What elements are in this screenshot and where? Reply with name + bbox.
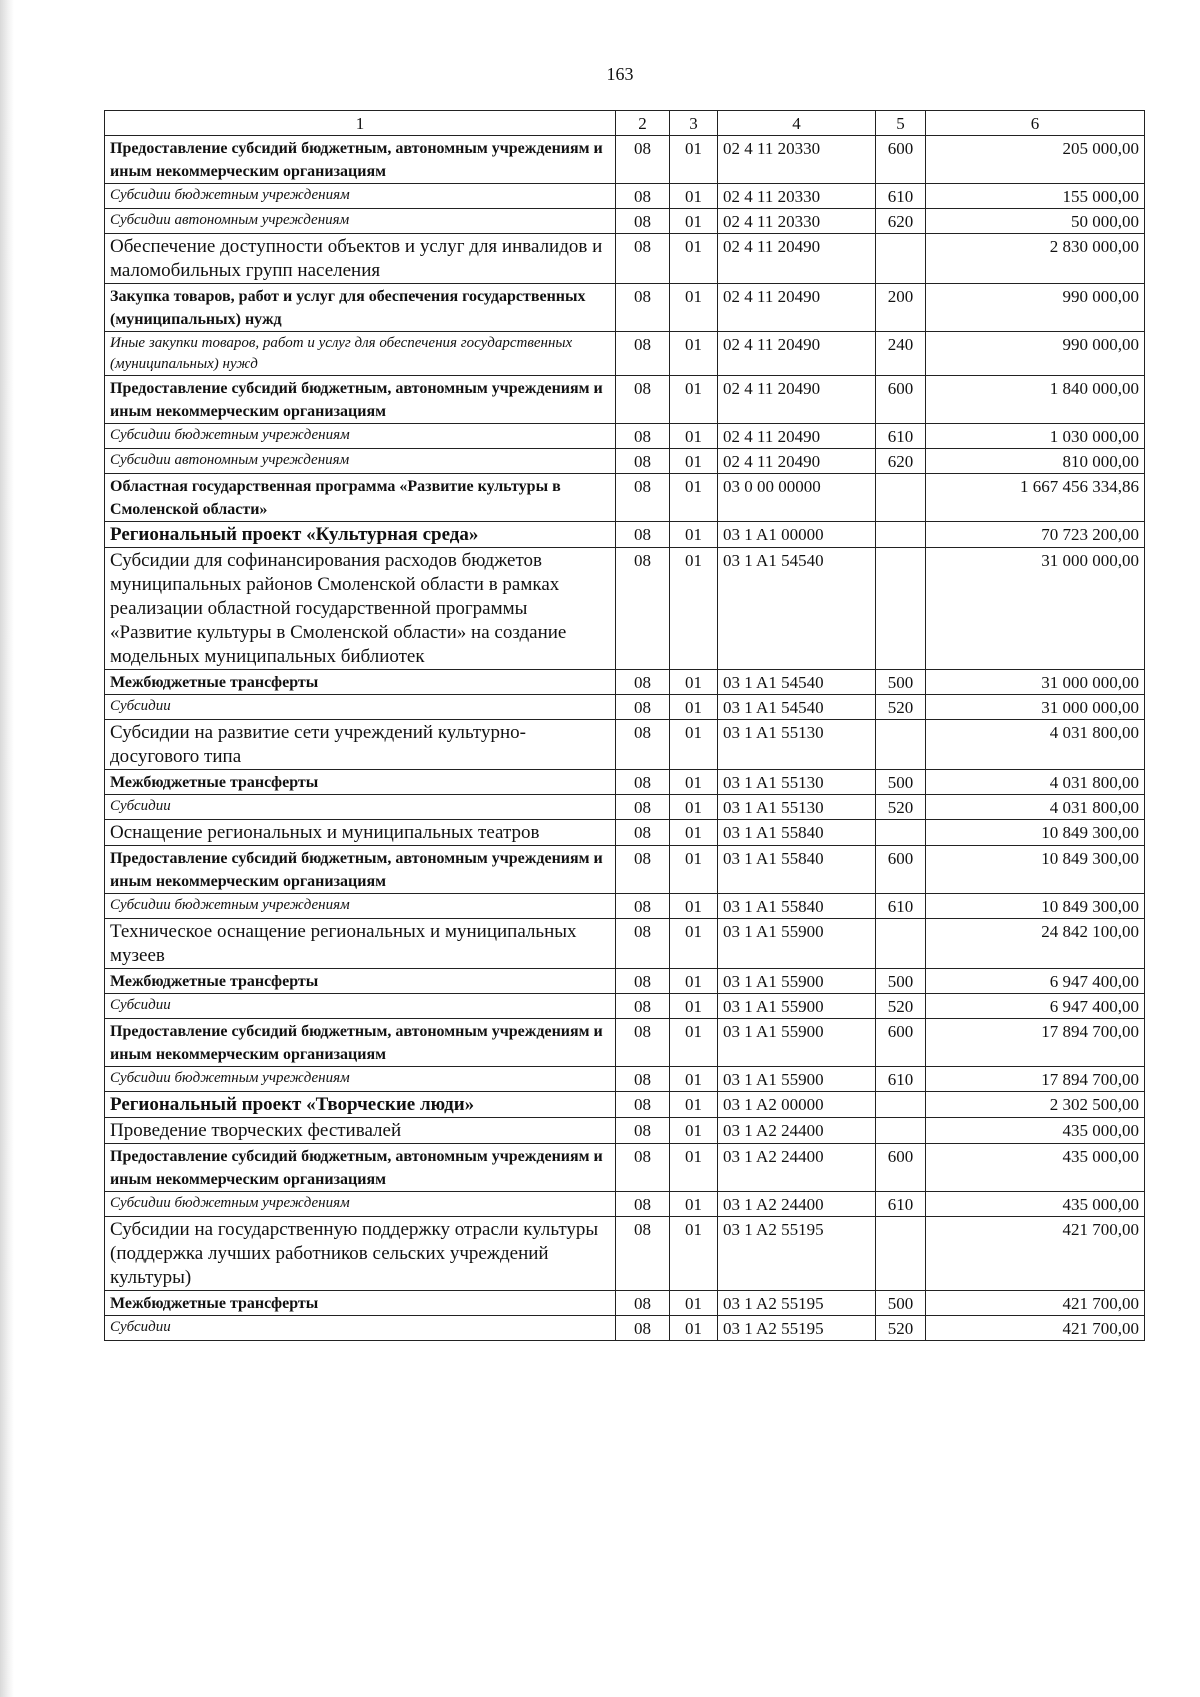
budget-table-body [105, 111, 1145, 1341]
target-article-cell: 02 4 11 20490 [718, 332, 876, 376]
item-name-cell: Субсидии бюджетным учреждениям [105, 1192, 616, 1217]
subsection-code-cell: 01 [670, 136, 718, 184]
expense-type-cell: 200 [876, 284, 926, 332]
subsection-code-cell: 01 [670, 376, 718, 424]
column-header: 6 [926, 111, 1145, 136]
table-row [105, 1092, 1145, 1118]
section-code-cell: 08 [616, 994, 670, 1019]
item-name-cell: Субсидии автономным учреждениям [105, 449, 616, 474]
table-row [105, 1217, 1145, 1291]
item-name-cell: Техническое оснащение региональных и муниципальных музеев [105, 919, 616, 969]
table-row [105, 919, 1145, 969]
item-name-cell: Субсидии на государственную поддержку отрасли культуры (поддержка лучших работников сельских учреждений культуры) [105, 1217, 616, 1291]
amount-cell: 10 849 300,00 [926, 820, 1145, 846]
table-row [105, 720, 1145, 770]
amount-cell: 70 723 200,00 [926, 522, 1145, 548]
section-code-cell: 08 [616, 376, 670, 424]
table-row [105, 332, 1145, 376]
item-name-cell: Областная государственная программа «Развитие культуры в Смоленской области» [105, 474, 616, 522]
target-article-cell: 03 1 A1 55840 [718, 820, 876, 846]
section-code-cell: 08 [616, 1192, 670, 1217]
target-article-cell: 03 1 A1 00000 [718, 522, 876, 548]
amount-cell: 2 302 500,00 [926, 1092, 1145, 1118]
amount-cell: 31 000 000,00 [926, 695, 1145, 720]
table-row [105, 1144, 1145, 1192]
subsection-code-cell: 01 [670, 1067, 718, 1092]
subsection-code-cell: 01 [670, 695, 718, 720]
target-article-cell: 03 1 A2 55195 [718, 1217, 876, 1291]
expense-type-cell [876, 234, 926, 284]
amount-cell: 990 000,00 [926, 332, 1145, 376]
expense-type-cell: 620 [876, 449, 926, 474]
table-row [105, 474, 1145, 522]
table-row [105, 184, 1145, 209]
item-name-cell: Оснащение региональных и муниципальных театров [105, 820, 616, 846]
item-name-cell: Субсидии бюджетным учреждениям [105, 424, 616, 449]
amount-cell: 50 000,00 [926, 209, 1145, 234]
section-code-cell: 08 [616, 1019, 670, 1067]
subsection-code-cell: 01 [670, 234, 718, 284]
section-code-cell: 08 [616, 184, 670, 209]
table-row [105, 770, 1145, 795]
subsection-code-cell: 01 [670, 720, 718, 770]
subsection-code-cell: 01 [670, 1217, 718, 1291]
section-code-cell: 08 [616, 449, 670, 474]
item-name-cell: Межбюджетные трансферты [105, 670, 616, 695]
expense-type-cell: 610 [876, 894, 926, 919]
amount-cell: 435 000,00 [926, 1192, 1145, 1217]
section-code-cell: 08 [616, 1316, 670, 1341]
item-name-cell: Межбюджетные трансферты [105, 969, 616, 994]
table-row [105, 1067, 1145, 1092]
amount-cell: 421 700,00 [926, 1291, 1145, 1316]
target-article-cell: 03 0 00 00000 [718, 474, 876, 522]
table-row [105, 136, 1145, 184]
target-article-cell: 03 1 A2 24400 [718, 1118, 876, 1144]
section-code-cell: 08 [616, 770, 670, 795]
expense-type-cell: 610 [876, 424, 926, 449]
table-row [105, 376, 1145, 424]
section-code-cell: 08 [616, 919, 670, 969]
target-article-cell: 02 4 11 20490 [718, 376, 876, 424]
target-article-cell: 03 1 A1 55900 [718, 1019, 876, 1067]
column-number-row [105, 111, 1145, 136]
expense-type-cell [876, 474, 926, 522]
section-code-cell: 08 [616, 474, 670, 522]
amount-cell: 17 894 700,00 [926, 1019, 1145, 1067]
subsection-code-cell: 01 [670, 1019, 718, 1067]
subsection-code-cell: 01 [670, 209, 718, 234]
expense-type-cell: 600 [876, 1144, 926, 1192]
expense-type-cell: 600 [876, 846, 926, 894]
expense-type-cell: 600 [876, 1019, 926, 1067]
amount-cell: 1 030 000,00 [926, 424, 1145, 449]
item-name-cell: Субсидии бюджетным учреждениям [105, 1067, 616, 1092]
expense-type-cell: 520 [876, 994, 926, 1019]
expense-type-cell: 500 [876, 969, 926, 994]
target-article-cell: 03 1 A2 55195 [718, 1316, 876, 1341]
amount-cell: 31 000 000,00 [926, 670, 1145, 695]
table-row [105, 795, 1145, 820]
expense-type-cell [876, 1118, 926, 1144]
table-row [105, 994, 1145, 1019]
section-code-cell: 08 [616, 795, 670, 820]
subsection-code-cell: 01 [670, 846, 718, 894]
subsection-code-cell: 01 [670, 284, 718, 332]
expense-type-cell: 610 [876, 184, 926, 209]
subsection-code-cell: 01 [670, 894, 718, 919]
subsection-code-cell: 01 [670, 449, 718, 474]
subsection-code-cell: 01 [670, 1144, 718, 1192]
item-name-cell: Предоставление субсидий бюджетным, автономным учреждениям и иным некоммерческим организациям [105, 1019, 616, 1067]
section-code-cell: 08 [616, 284, 670, 332]
amount-cell: 421 700,00 [926, 1316, 1145, 1341]
amount-cell: 10 849 300,00 [926, 846, 1145, 894]
subsection-code-cell: 01 [670, 332, 718, 376]
item-name-cell: Субсидии на развитие сети учреждений культурно-досугового типа [105, 720, 616, 770]
subsection-code-cell: 01 [670, 1291, 718, 1316]
section-code-cell: 08 [616, 969, 670, 994]
target-article-cell: 03 1 A1 54540 [718, 670, 876, 695]
table-row [105, 1019, 1145, 1067]
amount-cell: 421 700,00 [926, 1217, 1145, 1291]
expense-type-cell: 520 [876, 795, 926, 820]
target-article-cell: 03 1 A1 55840 [718, 846, 876, 894]
section-code-cell: 08 [616, 894, 670, 919]
amount-cell: 155 000,00 [926, 184, 1145, 209]
amount-cell: 24 842 100,00 [926, 919, 1145, 969]
item-name-cell: Субсидии [105, 695, 616, 720]
item-name-cell: Региональный проект «Культурная среда» [105, 522, 616, 548]
target-article-cell: 02 4 11 20330 [718, 184, 876, 209]
expense-type-cell: 520 [876, 695, 926, 720]
subsection-code-cell: 01 [670, 770, 718, 795]
subsection-code-cell: 01 [670, 522, 718, 548]
table-row [105, 449, 1145, 474]
target-article-cell: 03 1 A1 55130 [718, 720, 876, 770]
item-name-cell: Предоставление субсидий бюджетным, автономным учреждениям и иным некоммерческим организациям [105, 1144, 616, 1192]
expense-type-cell: 610 [876, 1192, 926, 1217]
section-code-cell: 08 [616, 820, 670, 846]
subsection-code-cell: 01 [670, 474, 718, 522]
section-code-cell: 08 [616, 1144, 670, 1192]
section-code-cell: 08 [616, 522, 670, 548]
section-code-cell: 08 [616, 1118, 670, 1144]
section-code-cell: 08 [616, 695, 670, 720]
section-code-cell: 08 [616, 670, 670, 695]
target-article-cell: 03 1 A1 55840 [718, 894, 876, 919]
amount-cell: 17 894 700,00 [926, 1067, 1145, 1092]
target-article-cell: 03 1 A1 55900 [718, 994, 876, 1019]
item-name-cell: Субсидии для софинансирования расходов бюджетов муниципальных районов Смоленской области в рамках реализации областной государственной программы «Развитие культуры в Смоленской области» на создание модельных муниципальных библиотек [105, 548, 616, 670]
expense-type-cell [876, 720, 926, 770]
target-article-cell: 03 1 A2 00000 [718, 1092, 876, 1118]
target-article-cell: 02 4 11 20490 [718, 424, 876, 449]
expense-type-cell [876, 820, 926, 846]
item-name-cell: Закупка товаров, работ и услуг для обеспечения государственных (муниципальных) нужд [105, 284, 616, 332]
expense-type-cell [876, 1217, 926, 1291]
amount-cell: 435 000,00 [926, 1144, 1145, 1192]
expense-type-cell [876, 919, 926, 969]
item-name-cell: Предоставление субсидий бюджетным, автономным учреждениям и иным некоммерческим организациям [105, 136, 616, 184]
expense-type-cell: 500 [876, 770, 926, 795]
target-article-cell: 02 4 11 20490 [718, 449, 876, 474]
target-article-cell: 03 1 A1 55900 [718, 919, 876, 969]
target-article-cell: 02 4 11 20490 [718, 284, 876, 332]
target-article-cell: 02 4 11 20330 [718, 136, 876, 184]
subsection-code-cell: 01 [670, 969, 718, 994]
expense-type-cell [876, 548, 926, 670]
budget-table [104, 110, 1145, 1341]
section-code-cell: 08 [616, 1217, 670, 1291]
target-article-cell: 02 4 11 20490 [718, 234, 876, 284]
target-article-cell: 03 1 A1 55130 [718, 795, 876, 820]
target-article-cell: 03 1 A1 55900 [718, 1067, 876, 1092]
expense-type-cell [876, 1092, 926, 1118]
expense-type-cell: 500 [876, 670, 926, 695]
section-code-cell: 08 [616, 548, 670, 670]
column-header: 1 [105, 111, 616, 136]
subsection-code-cell: 01 [670, 994, 718, 1019]
item-name-cell: Межбюджетные трансферты [105, 1291, 616, 1316]
table-row [105, 522, 1145, 548]
expense-type-cell: 610 [876, 1067, 926, 1092]
target-article-cell: 03 1 A2 24400 [718, 1192, 876, 1217]
target-article-cell: 03 1 A1 55130 [718, 770, 876, 795]
amount-cell: 6 947 400,00 [926, 969, 1145, 994]
subsection-code-cell: 01 [670, 820, 718, 846]
item-name-cell: Субсидии бюджетным учреждениям [105, 894, 616, 919]
amount-cell: 990 000,00 [926, 284, 1145, 332]
section-code-cell: 08 [616, 234, 670, 284]
target-article-cell: 03 1 A1 55900 [718, 969, 876, 994]
amount-cell: 2 830 000,00 [926, 234, 1145, 284]
amount-cell: 6 947 400,00 [926, 994, 1145, 1019]
table-row [105, 1291, 1145, 1316]
subsection-code-cell: 01 [670, 670, 718, 695]
expense-type-cell: 620 [876, 209, 926, 234]
subsection-code-cell: 01 [670, 919, 718, 969]
expense-type-cell: 500 [876, 1291, 926, 1316]
item-name-cell: Предоставление субсидий бюджетным, автономным учреждениям и иным некоммерческим организациям [105, 376, 616, 424]
scan-left-edge [0, 0, 14, 1697]
amount-cell: 810 000,00 [926, 449, 1145, 474]
subsection-code-cell: 01 [670, 184, 718, 209]
item-name-cell: Региональный проект «Творческие люди» [105, 1092, 616, 1118]
table-row [105, 548, 1145, 670]
target-article-cell: 03 1 A2 24400 [718, 1144, 876, 1192]
item-name-cell: Межбюджетные трансферты [105, 770, 616, 795]
item-name-cell: Предоставление субсидий бюджетным, автономным учреждениям и иным некоммерческим организациям [105, 846, 616, 894]
column-header: 4 [718, 111, 876, 136]
expense-type-cell: 600 [876, 136, 926, 184]
item-name-cell: Субсидии [105, 1316, 616, 1341]
amount-cell: 1 840 000,00 [926, 376, 1145, 424]
subsection-code-cell: 01 [670, 548, 718, 670]
amount-cell: 435 000,00 [926, 1118, 1145, 1144]
section-code-cell: 08 [616, 1092, 670, 1118]
item-name-cell: Обеспечение доступности объектов и услуг для инвалидов и маломобильных групп населения [105, 234, 616, 284]
section-code-cell: 08 [616, 424, 670, 449]
expense-type-cell: 600 [876, 376, 926, 424]
table-row [105, 894, 1145, 919]
section-code-cell: 08 [616, 136, 670, 184]
target-article-cell: 03 1 A1 54540 [718, 548, 876, 670]
section-code-cell: 08 [616, 209, 670, 234]
column-header: 2 [616, 111, 670, 136]
subsection-code-cell: 01 [670, 424, 718, 449]
amount-cell: 4 031 800,00 [926, 795, 1145, 820]
subsection-code-cell: 01 [670, 1316, 718, 1341]
table-row [105, 234, 1145, 284]
item-name-cell: Субсидии [105, 795, 616, 820]
table-row [105, 820, 1145, 846]
amount-cell: 10 849 300,00 [926, 894, 1145, 919]
target-article-cell: 03 1 A1 54540 [718, 695, 876, 720]
amount-cell: 4 031 800,00 [926, 720, 1145, 770]
subsection-code-cell: 01 [670, 1118, 718, 1144]
section-code-cell: 08 [616, 846, 670, 894]
section-code-cell: 08 [616, 720, 670, 770]
column-header: 5 [876, 111, 926, 136]
table-row [105, 1192, 1145, 1217]
table-row [105, 209, 1145, 234]
item-name-cell: Субсидии автономным учреждениям [105, 209, 616, 234]
column-header: 3 [670, 111, 718, 136]
page-number: 163 [606, 64, 634, 84]
table-row [105, 284, 1145, 332]
expense-type-cell: 520 [876, 1316, 926, 1341]
table-row [105, 1316, 1145, 1341]
section-code-cell: 08 [616, 332, 670, 376]
section-code-cell: 08 [616, 1067, 670, 1092]
target-article-cell: 02 4 11 20330 [718, 209, 876, 234]
subsection-code-cell: 01 [670, 1192, 718, 1217]
section-code-cell: 08 [616, 1291, 670, 1316]
amount-cell: 1 667 456 334,86 [926, 474, 1145, 522]
table-row [105, 1118, 1145, 1144]
table-row [105, 969, 1145, 994]
table-row [105, 695, 1145, 720]
item-name-cell: Иные закупки товаров, работ и услуг для обеспечения государственных (муниципальных) нужд [105, 332, 616, 376]
item-name-cell: Субсидии [105, 994, 616, 1019]
table-row [105, 424, 1145, 449]
amount-cell: 205 000,00 [926, 136, 1145, 184]
item-name-cell: Проведение творческих фестивалей [105, 1118, 616, 1144]
table-row [105, 846, 1145, 894]
amount-cell: 31 000 000,00 [926, 548, 1145, 670]
amount-cell: 4 031 800,00 [926, 770, 1145, 795]
target-article-cell: 03 1 A2 55195 [718, 1291, 876, 1316]
expense-type-cell [876, 522, 926, 548]
subsection-code-cell: 01 [670, 1092, 718, 1118]
item-name-cell: Субсидии бюджетным учреждениям [105, 184, 616, 209]
expense-type-cell: 240 [876, 332, 926, 376]
subsection-code-cell: 01 [670, 795, 718, 820]
table-row [105, 670, 1145, 695]
